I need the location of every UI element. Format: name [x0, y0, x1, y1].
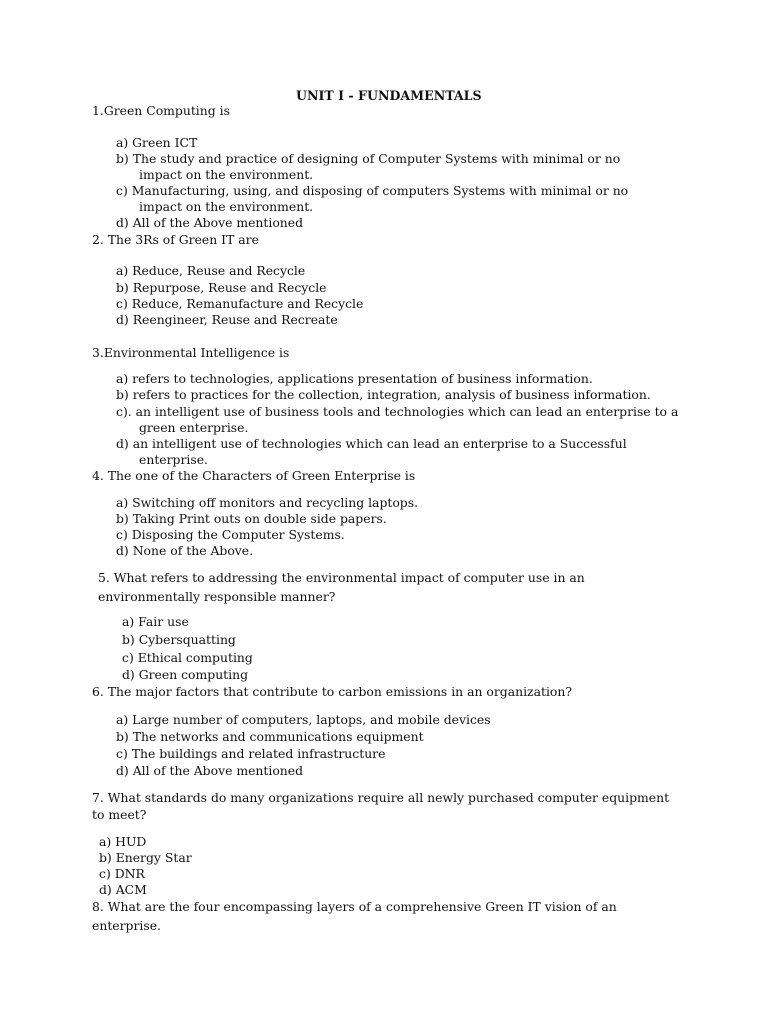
q3-option-c-cont: green enterprise.	[139, 420, 249, 435]
question-7-cont: to meet?	[92, 807, 147, 822]
question-2: 2. The 3Rs of Green IT are	[92, 232, 259, 247]
q4-option-a: a) Switching off monitors and recycling laptops.	[116, 495, 419, 510]
question-5-cont: environmentally responsible manner?	[98, 589, 336, 604]
question-7: 7. What standards do many organizations require all newly purchased computer equipment	[92, 790, 670, 805]
q6-option-c: c) The buildings and related infrastructure	[116, 746, 386, 761]
question-8-cont: enterprise.	[92, 918, 161, 933]
q7-option-c: c) DNR	[99, 866, 145, 881]
q1-option-a: a) Green ICT	[116, 135, 198, 150]
q6-option-a: a) Large number of computers, laptops, and mobile devices	[116, 712, 491, 727]
question-6: 6. The major factors that contribute to carbon emissions in an organization?	[92, 684, 572, 699]
q4-option-c: c) Disposing the Computer Systems.	[116, 527, 345, 542]
question-3: 3.Environmental Intelligence is	[92, 345, 290, 360]
q3-option-d-cont: enterprise.	[139, 452, 208, 467]
q5-option-d: d) Green computing	[122, 667, 249, 682]
q7-option-a: a) HUD	[99, 834, 147, 849]
q1-option-b: b) The study and practice of designing of Computer Systems with minimal or no	[116, 151, 621, 166]
q2-option-a: a) Reduce, Reuse and Recycle	[116, 263, 306, 278]
q2-option-d: d) Reengineer, Reuse and Recreate	[116, 312, 338, 327]
q4-option-d: d) None of the Above.	[116, 543, 254, 558]
q1-option-c-cont: impact on the environment.	[139, 199, 314, 214]
question-5: 5. What refers to addressing the environmental impact of computer use in an	[98, 570, 585, 585]
q3-option-b: b) refers to practices for the collection, integration, analysis of business information.	[116, 387, 651, 402]
q3-option-a: a) refers to technologies, applications presentation of business information.	[116, 371, 593, 386]
question-8: 8. What are the four encompassing layers of a comprehensive Green IT vision of an	[92, 899, 617, 914]
question-4: 4. The one of the Characters of Green Enterprise is	[92, 468, 416, 483]
q7-option-d: d) ACM	[99, 882, 147, 897]
q4-option-b: b) Taking Print outs on double side papers.	[116, 511, 387, 526]
q1-option-d: d) All of the Above mentioned	[116, 215, 304, 230]
q3-option-c: c). an intelligent use of business tools and technologies which can lead an enterprise to a	[116, 404, 679, 419]
q1-option-b-cont: impact on the environment.	[139, 167, 314, 182]
q3-option-d: d) an intelligent use of technologies which can lead an enterprise to a Successful	[116, 436, 627, 451]
q7-option-b: b) Energy Star	[99, 850, 192, 865]
q5-option-a: a) Fair use	[122, 614, 189, 629]
page-title: UNIT I - FUNDAMENTALS	[296, 88, 482, 103]
q2-option-c: c) Reduce, Remanufacture and Recycle	[116, 296, 364, 311]
q6-option-d: d) All of the Above mentioned	[116, 763, 304, 778]
q5-option-c: c) Ethical computing	[122, 650, 253, 665]
q1-option-c: c) Manufacturing, using, and disposing of computers Systems with minimal or no	[116, 183, 629, 198]
question-1: 1.Green Computing is	[92, 103, 230, 118]
q5-option-b: b) Cybersquatting	[122, 632, 236, 647]
q6-option-b: b) The networks and communications equipment	[116, 729, 424, 744]
q2-option-b: b) Repurpose, Reuse and Recycle	[116, 280, 327, 295]
